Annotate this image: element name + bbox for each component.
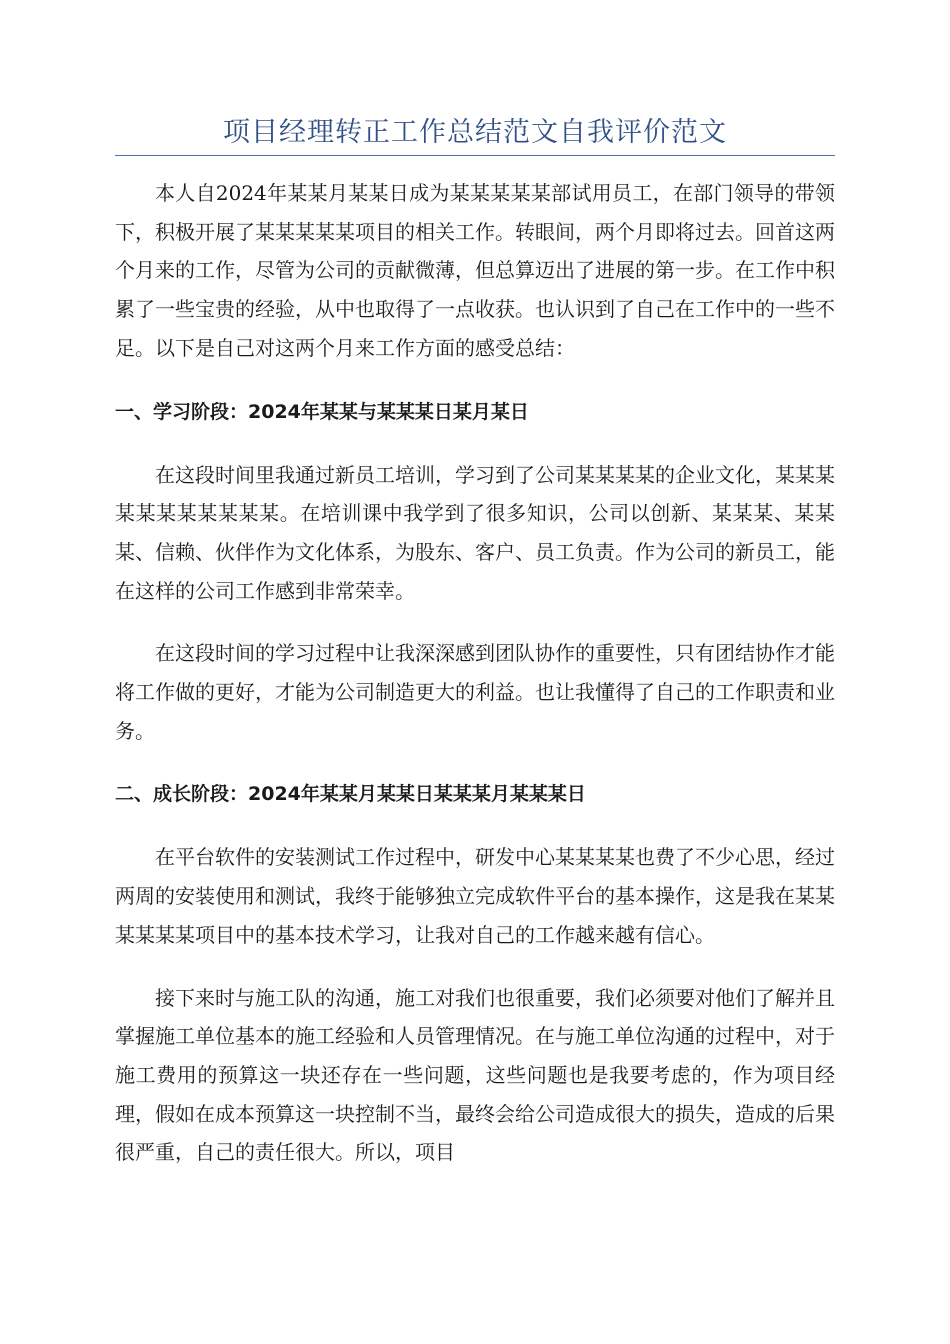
section1-paragraph-2: 在这段时间的学习过程中让我深深感到团队协作的重要性，只有团结协作才能将工作做的更好，才能为公司制造更大的利益。也让我懂得了自己的工作职责和业务。: [115, 641, 835, 743]
section2-paragraph-1: 在平台软件的安装测试工作过程中，研发中心某某某某也费了不少心思，经过两周的安装使用和测试，我终于能够独立完成软件平台的基本操作，这是我在某某某某某某项目中的基本技术学习，让我对自己的工作越来越有信心。: [115, 845, 835, 947]
intro-paragraph: 本人自2024年某某月某某日成为某某某某某部试用员工，在部门领导的带领下，积极开展了某某某某某项目的相关工作。转眼间，两个月即将过去。回首这两个月来的工作，尽管为公司的贡献微薄，但总算迈出了进展的第一步。在工作中积累了一些宝贵的经验，从中也取得了一点收获。也认识到了自己在工作中的一些不足。以下是自己对这两个月来工作方面的感受总结：: [115, 181, 835, 360]
section1-paragraph-1: 在这段时间里我通过新员工培训，学习到了公司某某某某的企业文化，某某某某某某某某某某某。在培训课中我学到了很多知识，公司以创新、某某某、某某某、信赖、伙伴作为文化体系，为股东、客户、员工负责。作为公司的新员工，能在这样的公司工作感到非常荣幸。: [115, 462, 835, 603]
section-heading-learning: 一、学习阶段：2024年某某与某某某日某月某日: [115, 400, 529, 423]
document-title: 项目经理转正工作总结范文自我评价范文: [223, 117, 727, 148]
title-block: [115, 113, 835, 156]
section-heading-growth: 二、成长阶段：2024年某某月某某日某某某月某某某日: [115, 783, 586, 806]
section2-paragraph-2: 接下来时与施工队的沟通，施工对我们也很重要，我们必须要对他们了解并且掌握施工单位基本的施工经验和人员管理情况。在与施工单位沟通的过程中，对于施工费用的预算这一块还存在一些问题，这些问题也是我要考虑的，作为项目经理，假如在成本预算这一块控制不当，最终会给公司造成很大的损失，造成的后果很严重，自己的责任很大。所以，项目: [115, 985, 835, 1165]
document-body: [115, 174, 835, 1172]
